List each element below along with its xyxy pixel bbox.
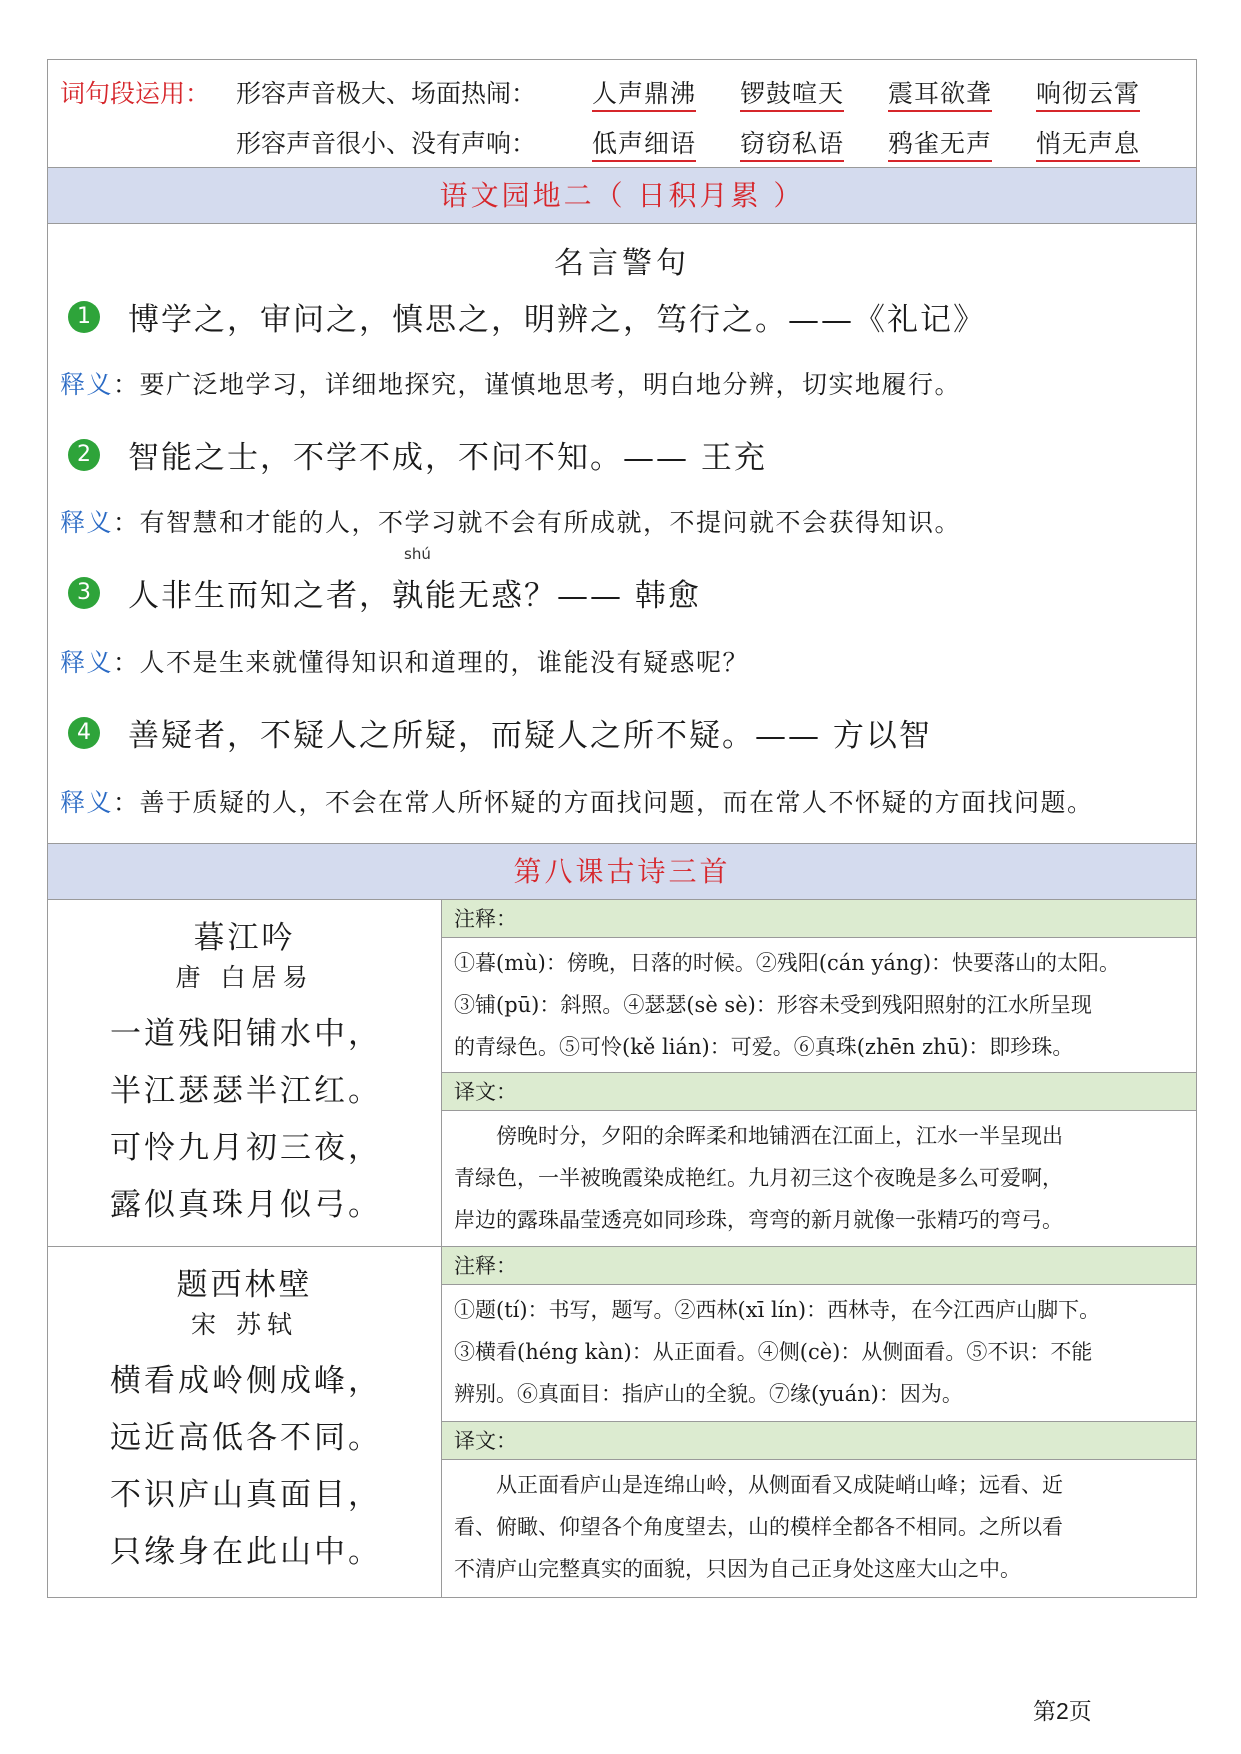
translation-body [442,1460,1196,1595]
explanation-2 [60,503,961,539]
number-badge: 2 [68,439,100,471]
poem-line: 远近高低各不同。 [110,1420,382,1456]
garden-title: 语文园地二（ 日积月累 ） [48,168,1196,224]
translation-line: 从正面看庐山是连绵山岭，从侧面看又成陡峭山峰；远看、近 [496,1473,1063,1497]
poem-block-1 [48,900,1196,1247]
explanation-4 [60,783,1094,819]
notes-line: 辨别。⑥真面目：指庐山的全貌。⑦缘(yuán)：因为。 [454,1382,963,1406]
explain-label: 释义 [60,370,114,399]
poem-title: 题西林壁 [176,1267,313,1303]
quiet-phrase: 低声细语 [592,129,696,162]
quiet-phrase: 悄无声息 [1036,129,1140,162]
explanation-1 [60,365,961,401]
translation-line: 不清庐山完整真实的面貌，只因为自己正身处这座大山之中。 [454,1557,1021,1581]
poem-notes [442,900,1196,1246]
poem-text [48,900,442,1246]
loud-phrase: 响彻云霄 [1036,79,1140,112]
explain-text: ：善于质疑的人，不会在常人所怀疑的方面找问题，而在常人不怀疑的方面找问题。 [113,788,1094,817]
explain-label: 释义 [60,648,114,677]
quiet-line [236,124,1184,160]
quote-4 [68,710,932,755]
quote-2 [68,432,767,477]
translation-label: 译文： [442,1073,1196,1111]
quotes-subtitle: 名言警句 [554,246,690,281]
poem-text [48,1247,442,1597]
number-badge: 4 [68,717,100,749]
translation-line: 青绿色，一半被晚霞染成艳红。九月初三这个夜晚是多么可爱啊， [454,1166,1063,1190]
loud-phrase: 震耳欲聋 [888,79,992,112]
number-badge: 3 [68,577,100,609]
quiet-desc: 形容声音很小、没有声响： [236,129,537,158]
pinyin-annotation: shú [404,545,431,563]
notes-line: ③铺(pū)：斜照。④瑟瑟(sè sè)：形容未受到残阳照射的江水所呈现 [454,993,1092,1017]
quote-text: 善疑者，不疑人之所疑，而疑人之所不疑。—— 方以智 [128,718,932,754]
poem-notes [442,1247,1196,1597]
notes-body [442,1285,1196,1422]
lesson-title: 第八课古诗三首 [48,844,1196,900]
quote-3 [68,570,701,615]
notes-body [442,938,1196,1073]
explain-text: ：要广泛地学习，详细地探究，谨慎地思考，明白地分辨，切实地履行。 [113,370,962,399]
loud-phrase: 人声鼎沸 [592,79,696,112]
translation-line: 岸边的露珠晶莹透亮如同珍珠，弯弯的新月就像一张精巧的弯弓。 [454,1208,1063,1232]
notes-line: ①暮(mù)：傍晚，日落的时候。②残阳(cán yáng)：快要落山的太阳。 [454,951,1121,975]
poem-block-2 [48,1247,1196,1597]
quotes-section [48,224,1196,844]
loud-line [236,74,1184,110]
quote-text: 智能之士，不学不成，不问不知。—— 王充 [128,440,767,476]
explain-text: ：人不是生来就懂得知识和道理的，谁能没有疑惑呢？ [113,648,750,677]
notes-line: ①题(tí)：书写，题写。②西林(xī lín)：西林寺，在今江西庐山脚下。 [454,1298,1101,1322]
poem-title: 暮江吟 [193,920,296,956]
explanation-3 [60,643,749,679]
quiet-phrase: 窃窃私语 [740,129,844,162]
quote-text: 博学之，审问之，慎思之，明辨之，笃行之。——《礼记》 [128,302,986,338]
poem-line: 只缘身在此山中。 [110,1534,382,1570]
loud-desc: 形容声音极大、场面热闹： [236,79,537,108]
poem-line: 横看成岭侧成峰， [110,1363,382,1399]
translation-line: 傍晚时分，夕阳的余晖柔和地铺洒在江面上，江水一半呈现出 [496,1124,1063,1148]
notes-line: 的青绿色。⑤可怜(kě lián)：可爱。⑥真珠(zhēn zhū)：即珍珠。 [454,1035,1074,1059]
translation-body [442,1111,1196,1246]
page-number: 第2页 [1033,1698,1092,1724]
notes-line: ③横看(héng kàn)：从正面看。④侧(cè)：从侧面看。⑤不识：不能 [454,1340,1093,1364]
poem-line: 不识庐山真面目， [110,1477,382,1513]
explain-label: 释义 [60,788,114,817]
usage-section [48,60,1196,168]
loud-phrase: 锣鼓喧天 [740,79,844,112]
translation-label: 译文： [442,1422,1196,1460]
translation-line: 看、俯瞰、仰望各个角度望去，山的模样全都各不相同。之所以看 [454,1515,1063,1539]
explain-text: ：有智慧和才能的人，不学习就不会有所成就，不提问就不会获得知识。 [113,508,962,537]
explain-label: 释义 [60,508,114,537]
poem-author: 唐 白居易 [175,963,314,992]
usage-label: 词句段运用： [60,79,211,108]
poem-line: 半江瑟瑟半江红。 [110,1073,382,1109]
poem-line: 露似真珠月似弓。 [110,1187,382,1223]
quiet-phrase: 鸦雀无声 [888,129,992,162]
poem-author: 宋 苏轼 [191,1310,298,1339]
notes-label: 注释： [442,900,1196,938]
quote-1 [68,294,986,339]
poem-line: 一道残阳铺水中， [110,1016,382,1052]
poem-line: 可怜九月初三夜， [110,1130,382,1166]
notes-label: 注释： [442,1247,1196,1285]
worksheet [47,59,1197,1598]
quote-text: 人非生而知之者，孰能无惑？—— 韩愈 [128,578,701,614]
number-badge: 1 [68,301,100,333]
